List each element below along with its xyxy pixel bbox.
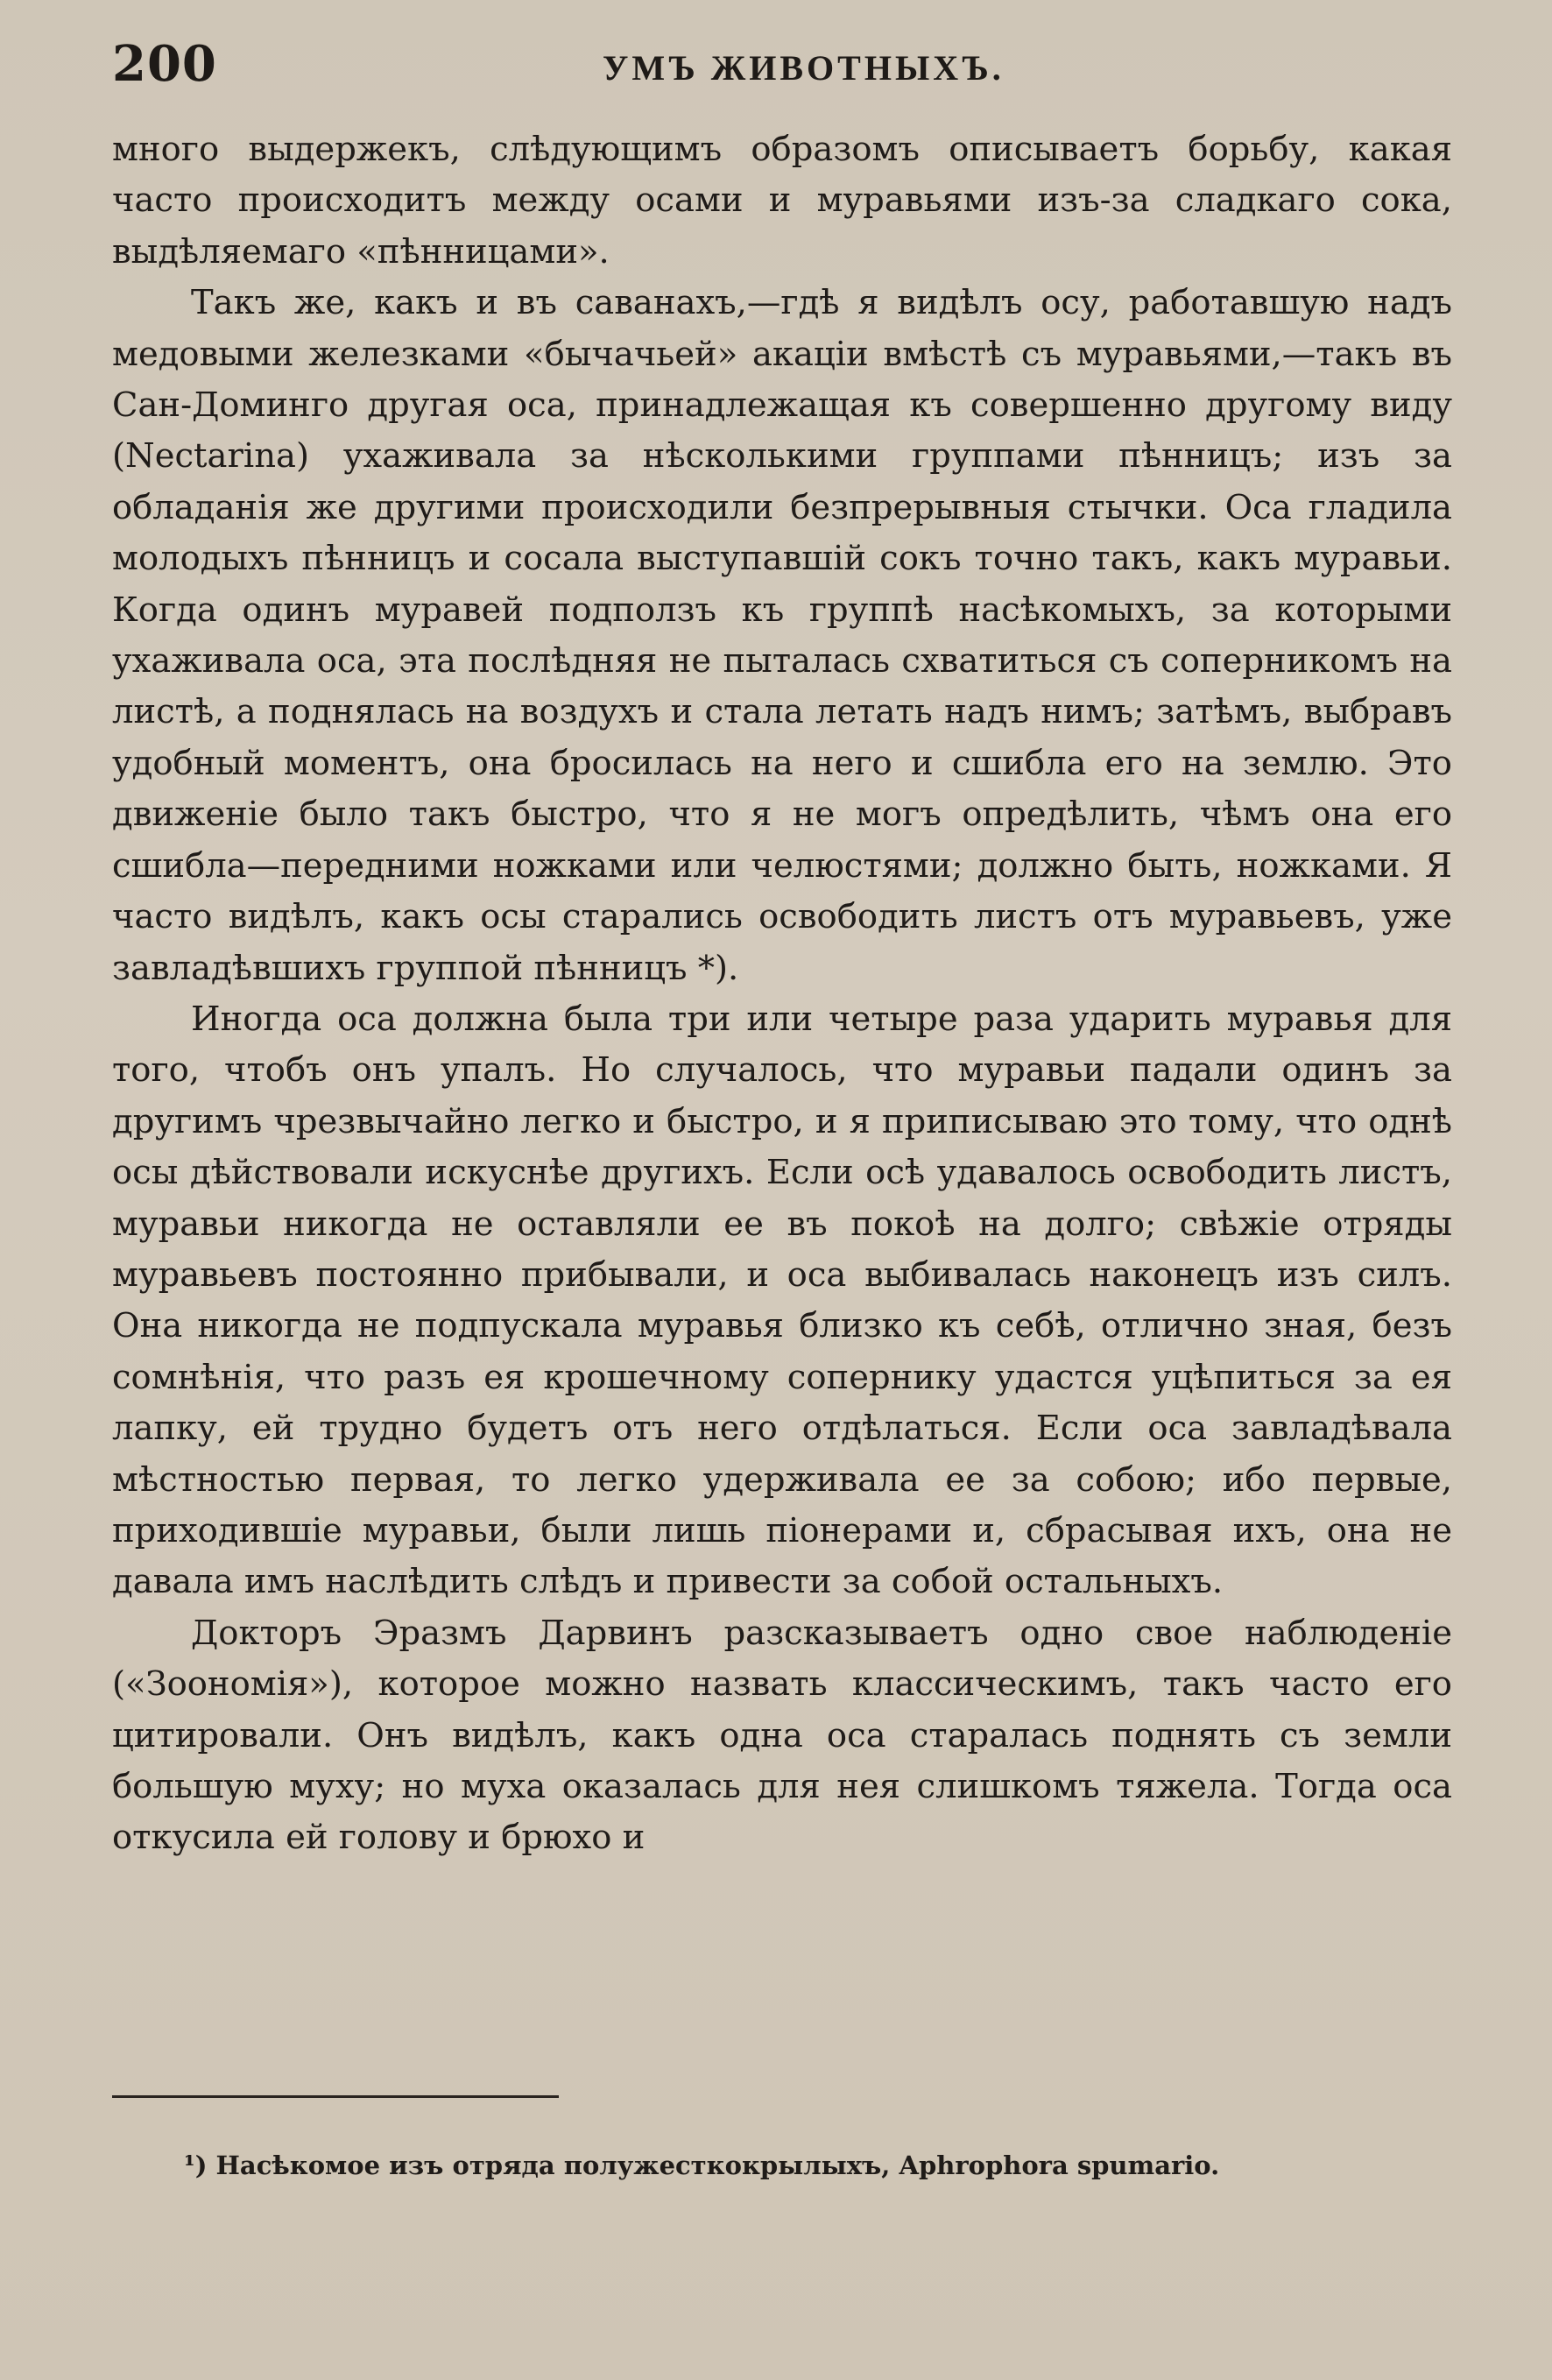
footnote-divider [112,2095,559,2098]
running-title: УМЪ ЖИВОТНЫХЪ. [603,48,1005,88]
paragraph-4: Докторъ Эразмъ Дарвинъ разсказываетъ одно свое наблюденіе («Зоономія»), которое можно назвать классическимъ, такъ часто его цитировали. Онъ видѣлъ, какъ одна оса старалась поднять съ земли большую муху; но муха оказалась для нея слишкомъ тяжела. Тогда оса откусила ей голову и брюхо и [112,1613,1452,1858]
paragraph-2: Такъ же, какъ и въ саванахъ,—гдѣ я видѣлъ осу, работавшую надъ медовыми железками «бычачьей» акаціи вмѣстѣ съ муравьями,—такъ въ Сан-Доминго другая оса, принадлежащая къ совершенно другому виду (Nectarina) ухаживала за нѣсколькими группами пѣнницъ; изъ за обладанія же другими происходили безпрерывныя стычки. Оса гладила молодыхъ пѣнницъ и сосала выступавшій сокъ точно такъ, какъ муравьи. Когда одинъ муравей подползъ къ группѣ насѣкомыхъ, за которыми ухаживала оса, эта послѣдняя не пыталась схватиться съ соперникомъ на листѣ, а поднялась на воздухъ и стала летать надъ нимъ; затѣмъ, выбравъ удобный моментъ, она бросилась на него и сшибла его на землю. Это движеніе было такъ быстро, что я не могъ опредѣлить, чѣмъ она его сшибла—передними ножками или челюстями; должно быть, ножками. Я часто видѣлъ, какъ осы старались освободить листъ отъ муравьевъ, уже завладѣвшихъ группой пѣнницъ *). [112,283,1452,988]
body-text [112,124,1452,1864]
footnote: ¹) Насѣкомое изъ отряда полужесткокрылыхъ, Aphrophora spumario. [184,2150,1220,2180]
paragraph-1: много выдержекъ, слѣдующимъ образомъ описываетъ борьбу, какая часто происходитъ между осами и муравьями изъ-за сладкаго сока, выдѣляемаго «пѣнницами». [112,130,1452,272]
page-number: 200 [112,35,217,93]
page-header [112,35,1461,114]
paragraph-3: Иногда оса должна была три или четыре раза ударить муравья для того, чтобъ онъ упалъ. Но случалось, что муравьи падали одинъ за другимъ чрезвычайно легко и быстро, и я приписываю это тому, что однѣ осы дѣйствовали искуснѣе другихъ. Если осѣ удавалось освободить листъ, муравьи никогда не оставляли ее въ покоѣ на долго; свѣжіе отряды муравьевъ постоянно прибывали, и оса выбивалась наконецъ изъ силъ. Она никогда не подпускала муравья близко къ себѣ, отлично зная, безъ сомнѣнія, что разъ ея крошечному сопернику удастся уцѣпиться за ея лапку, ей трудно будетъ отъ него отдѣлаться. Если оса завладѣвала мѣстностью первая, то легко удерживала ее за собою; ибо первые, приходившіе муравьи, были лишь піонерами и, сбрасывая ихъ, она не давала имъ наслѣдить слѣдъ и привести за собой остальныхъ. [112,999,1452,1602]
